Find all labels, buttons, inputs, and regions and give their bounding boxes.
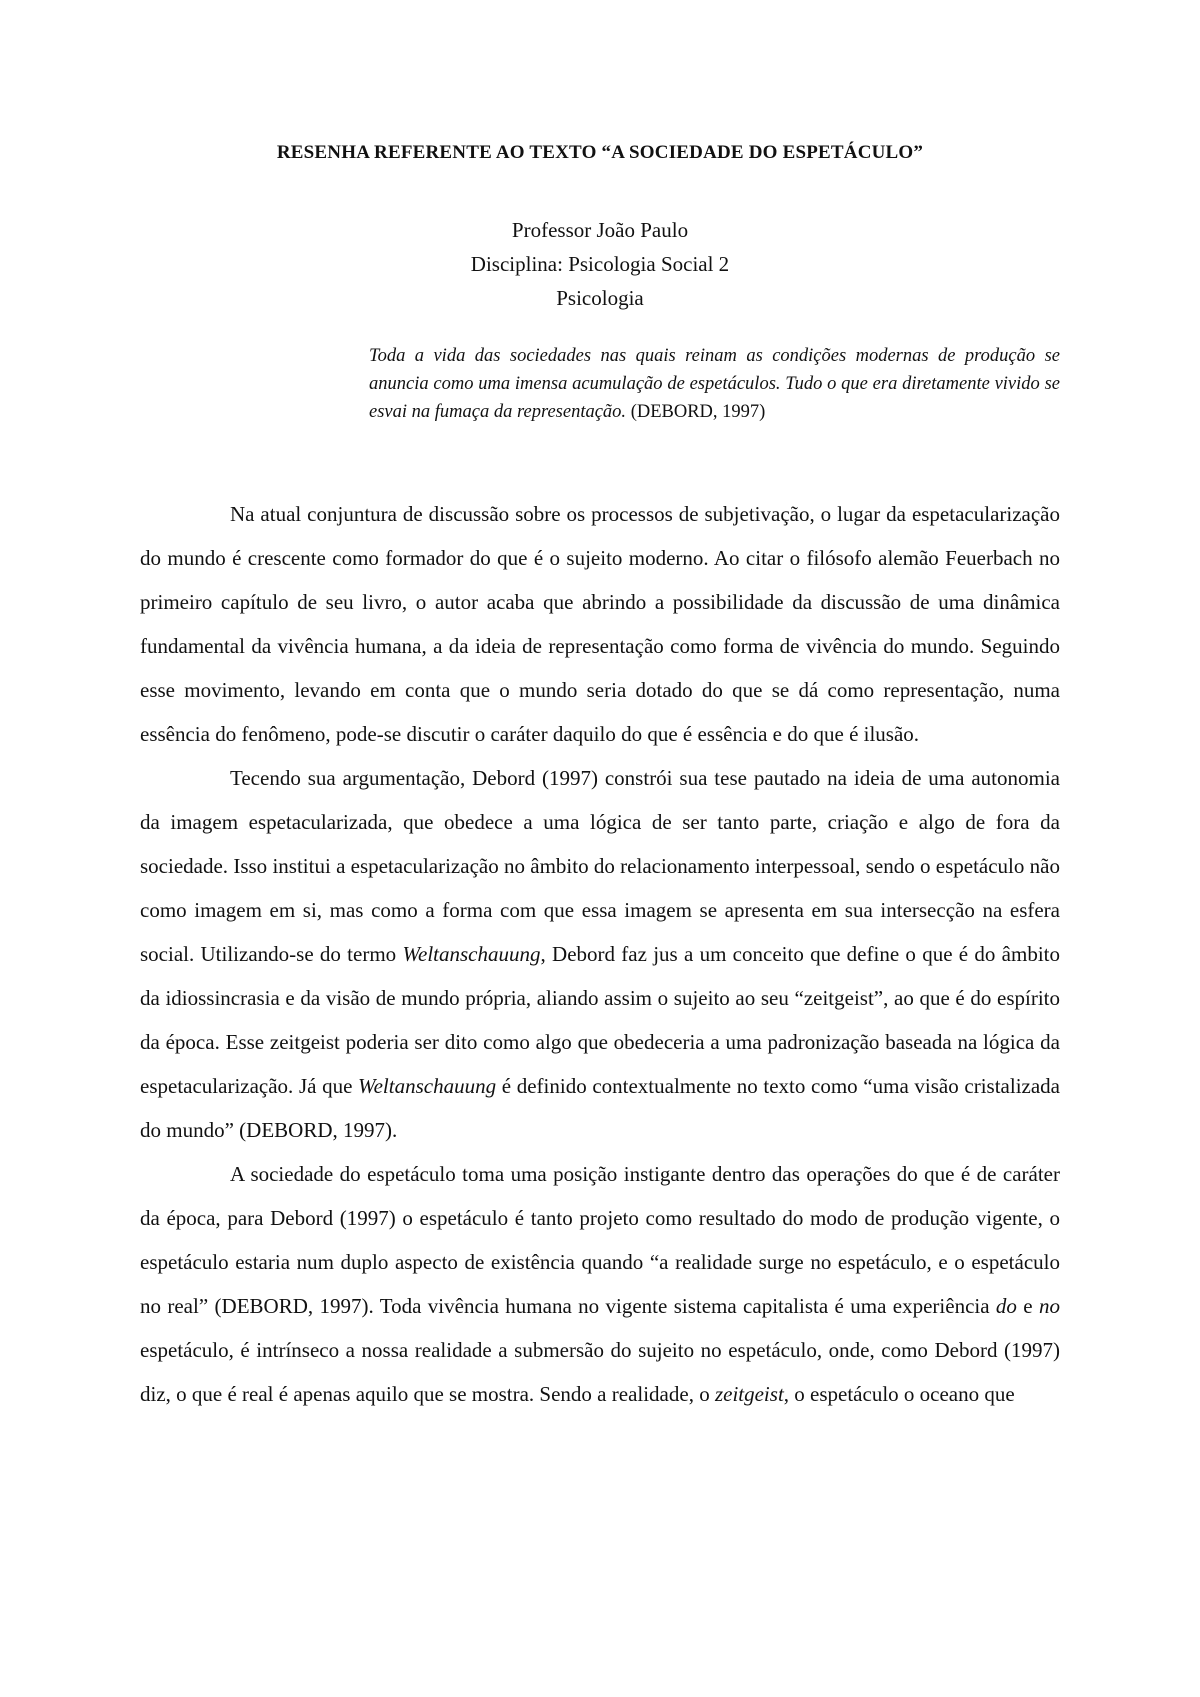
paragraph-text: A sociedade do espetáculo toma uma posição instigante dentro das operações do que é de caráter da época, para Debord (1997) o espetáculo é tanto projeto como resultado do modo de produção vigente, o espetáculo estaria num duplo aspecto de existência quando “a realidade surge no espetáculo, e o espetáculo no real” (DEBORD, 1997). Toda vivência humana no vigente sistema capitalista é uma experiência xyxy=(140,1162,1060,1318)
paragraph-text: , Debord faz jus a um conceito que define o que é do âmbito da idiossincrasia e da visão de mundo própria, aliando assim o sujeito ao seu “zeitgeist”, ao que é do espírito da época. Esse zeitgeist poderia ser dito como algo que obedeceria a uma padronização baseada na lógica da espetacularização. Já que xyxy=(140,942,1060,1098)
discipline-line: Disciplina: Psicologia Social 2 xyxy=(470,252,730,276)
paragraph-text: Na atual conjuntura de discussão sobre os processos de subjetivação, o lugar da espetacularização do mundo é crescente como formador do que é o sujeito moderno. Ao citar o filósofo alemão Feuerbach no primeiro capítulo de seu livro, o autor acaba que abrindo a possibilidade da discussão de uma dinâmica fundamental da vivência humana, a da ideia de representação como forma de vivência do mundo. Seguindo esse movimento, levando em conta que o mundo seria dotado do que se dá como representação, numa essência do fenômeno, pode-se discutir o caráter daquilo do que é essência e do que é ilusão. xyxy=(140,502,1060,746)
term-weltanschauung: Weltanschauung xyxy=(402,942,541,966)
professor-line: Professor João Paulo xyxy=(511,218,689,242)
epigraph-quote xyxy=(369,342,1060,426)
paragraph-text: é definido contextualmente no texto como “uma visão cristalizada do mundo” (DEBORD, 1997). xyxy=(140,1074,1060,1142)
epigraph-text: Toda a vida das sociedades nas quais reinam as condições modernas de produção se anuncia como uma imensa acumulação de espetáculos. Tudo o que era diretamente vivido se esvai na fumaça da representação. xyxy=(369,346,1060,422)
paragraph-text: Tecendo sua argumentação, Debord (1997) constrói sua tese pautado na ideia de uma autonomia da imagem espetacularizada, que obedece a uma lógica de ser tanto parte, criação e algo de fora da sociedade. Isso institui a espetacularização no âmbito do relacionamento interpessoal, sendo o espetáculo não como imagem em si, mas como a forma com que essa imagem se apresenta em sua intersecção na esfera social. Utilizando-se do termo xyxy=(140,766,1060,966)
paragraph-3 xyxy=(140,1152,1060,1416)
paragraph-text: e xyxy=(1016,1294,1039,1318)
epigraph-citation: (DEBORD, 1997) xyxy=(630,402,766,422)
emphasis-do: do xyxy=(995,1294,1017,1318)
paragraph-text: , o espetáculo o oceano que xyxy=(783,1382,1015,1406)
header-block xyxy=(0,213,1200,315)
paragraph-2 xyxy=(140,756,1060,1152)
document-title: RESENHA REFERENTE AO TEXTO “A SOCIEDADE DO ESPETÁCULO” xyxy=(276,142,924,163)
term-zeitgeist: zeitgeist xyxy=(714,1382,784,1406)
paragraph-1 xyxy=(140,492,1060,756)
paragraph-text: espetáculo, é intrínseco a nossa realidade a submersão do sujeito no espetáculo, onde, como Debord (1997) diz, o que é real é apenas aquilo que se mostra. Sendo a realidade, o xyxy=(140,1338,1060,1406)
emphasis-no: no xyxy=(1039,1294,1060,1318)
term-weltanschauung: Weltanschauung xyxy=(358,1074,497,1098)
body-text xyxy=(140,492,1060,1416)
course-line: Psicologia xyxy=(556,286,644,310)
